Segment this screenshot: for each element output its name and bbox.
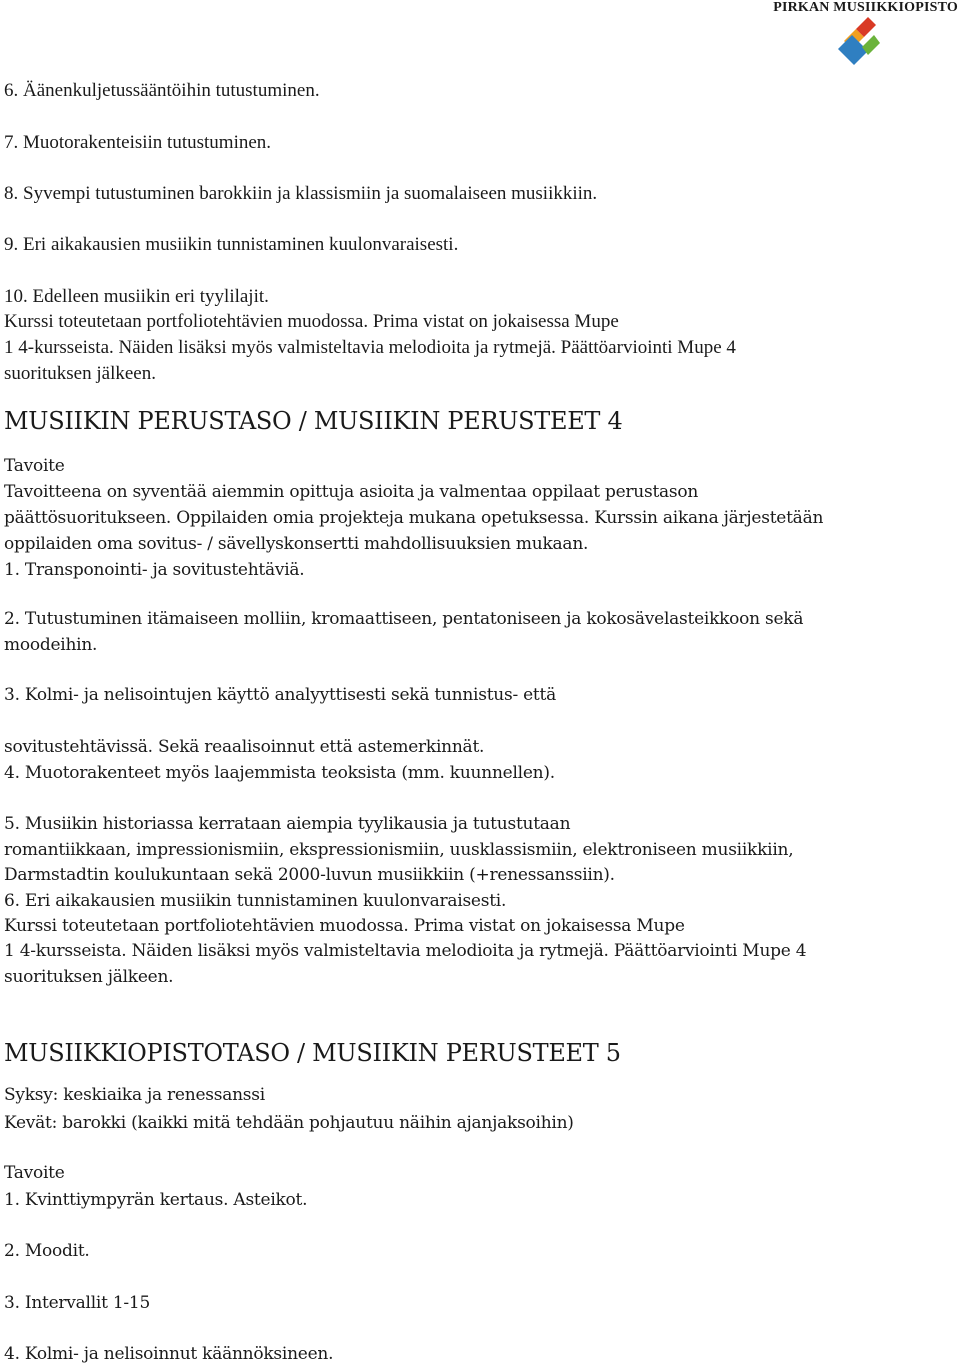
text-line: Tavoitteena on syventää aiemmin opittuja asioita ja valmentaa oppilaat perustason [4, 482, 699, 502]
org-name: PIRKAN MUSIIKKIOPISTO [773, 0, 958, 15]
text-line: 7. Muotorakenteisiin tutustuminen. [4, 132, 272, 153]
text-line: 4. Muotorakenteet myös laajemmista teoksista (mm. kuunnellen). [4, 763, 555, 783]
text-line: 2. Tutustuminen itämaiseen molliin, kromaattiseen, pentatoniseen ja kokosävelasteikkoon sekä [4, 609, 804, 629]
subheading: Tavoite [4, 1163, 65, 1183]
musiikkiopisto-logo-icon [834, 17, 882, 69]
text-line: 8. Syvempi tutustuminen barokkiin ja klassismiin ja suomalaiseen musiikkiin. [4, 183, 598, 204]
text-line: suorituksen jälkeen. [4, 967, 174, 987]
text-line: 10. Edelleen musiikin eri tyylilajit. [4, 286, 269, 307]
text-line: 6. Äänenkuljetussääntöihin tutustuminen. [4, 80, 320, 101]
text-line: Kevät: barokki (kaikki mitä tehdään pohjautuu näihin ajanjaksoihin) [4, 1113, 574, 1133]
text-line: sovitustehtävissä. Sekä reaalisoinnut että astemerkinnät. [4, 737, 485, 757]
text-line: 6. Eri aikakausien musiikin tunnistaminen kuulonvaraisesti. [4, 891, 507, 911]
section-heading: MUSIIKIN PERUSTASO / MUSIIKIN PERUSTEET 4 [4, 407, 623, 435]
text-line: Kurssi toteutetaan portfoliotehtävien muodossa. Prima vistat on jokaisessa Mupe [4, 916, 685, 936]
text-line: moodeihin. [4, 635, 98, 655]
text-line: 5. Musiikin historiassa kerrataan aiempia tyylikausia ja tutustutaan [4, 814, 571, 834]
text-line: oppilaiden oma sovitus- / sävellyskonsertti mahdollisuuksien mukaan. [4, 534, 589, 554]
text-line: 9. Eri aikakausien musiikin tunnistaminen kuulonvaraisesti. [4, 234, 459, 255]
text-line: 1. Transponointi- ja sovitustehtäviä. [4, 560, 305, 580]
text-line: Kurssi toteutetaan portfoliotehtävien muodossa. Prima vistat on jokaisessa Mupe [4, 311, 619, 332]
text-line: 1 4-kursseista. Näiden lisäksi myös valmisteltavia melodioita ja rytmejä. Päättöarviointi Mupe 4 [4, 337, 736, 358]
text-line: 1. Kvinttiympyrän kertaus. Asteikot. [4, 1190, 308, 1210]
text-line: 3. Kolmi- ja nelisointujen käyttö analyyttisesti sekä tunnistus- että [4, 685, 556, 705]
text-line: 1 4-kursseista. Näiden lisäksi myös valmisteltavia melodioita ja rytmejä. Päättöarviointi Mupe 4 [4, 941, 807, 961]
text-line: päättösuoritukseen. Oppilaiden omia projekteja mukana opetuksessa. Kurssin aikana järjestetään [4, 508, 824, 528]
section-heading: MUSIIKKIOPISTOTASO / MUSIIKIN PERUSTEET 5 [4, 1039, 621, 1067]
text-line: Darmstadtin koulukuntaan sekä 2000-luvun musiikkiin (+renessanssiin). [4, 865, 615, 885]
text-line: suorituksen jälkeen. [4, 363, 156, 384]
text-line: romantiikkaan, impressionismiin, ekspressionismiin, uusklassismiin, elektroniseen musiikkiin, [4, 840, 794, 860]
header-logo-area [758, 0, 958, 16]
text-line: 2. Moodit. [4, 1241, 90, 1261]
text-line: 4. Kolmi- ja nelisoinnut käännöksineen. [4, 1344, 334, 1364]
text-line: 3. Intervallit 1-15 [4, 1293, 151, 1313]
subheading: Tavoite [4, 456, 65, 476]
text-line: Syksy: keskiaika ja renessanssi [4, 1085, 265, 1105]
